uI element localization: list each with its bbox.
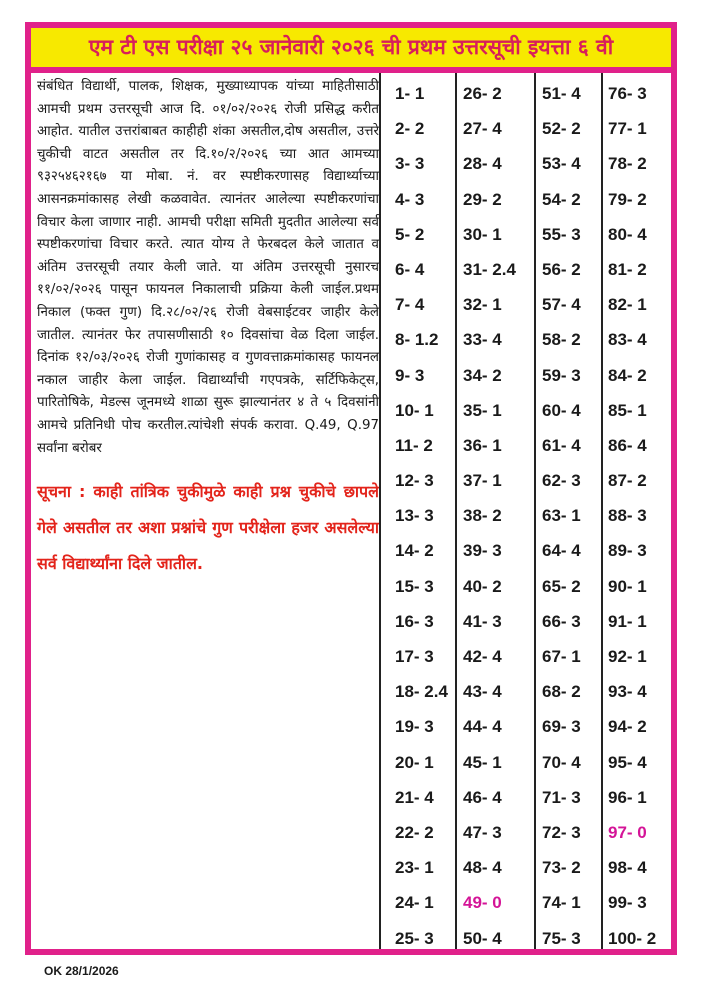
answer-cell: 90- 1 — [608, 576, 647, 596]
answer-cell: 40- 2 — [463, 576, 502, 596]
answer-cell: 2- 2 — [395, 119, 425, 139]
footer-stamp: OK 28/1/2026 — [44, 964, 119, 978]
answer-cell: 49- 0 — [463, 893, 502, 913]
answer-cell: 46- 4 — [463, 787, 502, 807]
answer-cell: 50- 4 — [463, 928, 502, 948]
answer-cell: 13- 3 — [395, 506, 434, 526]
answer-cell: 69- 3 — [542, 717, 581, 737]
answer-column-1 — [395, 76, 448, 956]
answer-cell: 67- 1 — [542, 647, 581, 666]
answer-cell: 37- 1 — [463, 471, 502, 491]
answer-cell: 43- 4 — [463, 682, 502, 702]
answer-cell: 14- 2 — [395, 541, 434, 561]
answer-cell: 10- 1 — [395, 400, 434, 420]
answer-cell: 45- 1 — [463, 752, 502, 772]
answer-cell: 64- 4 — [542, 541, 581, 561]
answer-cell: 5- 2 — [395, 224, 425, 244]
answer-cell: 59- 3 — [542, 365, 581, 385]
answer-cell: 25- 3 — [395, 928, 434, 948]
answer-cell: 51- 4 — [542, 84, 581, 103]
answer-cell: 83- 4 — [608, 330, 647, 350]
answer-cell: 29- 2 — [463, 189, 502, 209]
answer-cell: 62- 3 — [542, 471, 581, 491]
answer-cell: 88- 3 — [608, 506, 647, 526]
answer-cell: 92- 1 — [608, 647, 647, 666]
answer-cell: 4- 3 — [395, 189, 425, 209]
answer-cell: 55- 3 — [542, 224, 581, 244]
answer-column-2 — [463, 76, 516, 956]
answer-cell: 30- 1 — [463, 224, 502, 244]
answer-cell: 97- 0 — [608, 822, 647, 842]
answer-cell: 76- 3 — [608, 84, 647, 103]
answer-cell: 11- 2 — [395, 435, 433, 455]
answer-cell: 58- 2 — [542, 330, 581, 350]
answer-cell: 96- 1 — [608, 787, 647, 807]
answer-cell: 89- 3 — [608, 541, 647, 561]
answer-key-frame — [25, 22, 677, 955]
column-divider — [455, 73, 457, 949]
answer-cell: 24- 1 — [395, 893, 434, 913]
answer-cell: 54- 2 — [542, 189, 581, 209]
answer-cell: 48- 4 — [463, 858, 502, 878]
answer-cell: 75- 3 — [542, 928, 581, 948]
answer-cell: 56- 2 — [542, 259, 581, 279]
page-title: एम टी एस परीक्षा २५ जानेवारी २०२६ ची प्रथम उत्तरसूची इयत्ता ६ वी — [31, 28, 671, 73]
answer-cell: 94- 2 — [608, 717, 647, 737]
answer-cell: 99- 3 — [608, 893, 647, 913]
answer-cell: 86- 4 — [608, 435, 647, 455]
answer-cell: 70- 4 — [542, 752, 581, 772]
answer-cell: 95- 4 — [608, 752, 647, 772]
answer-cell: 74- 1 — [542, 893, 581, 913]
answer-cell: 8- 1.2 — [395, 330, 439, 350]
answer-cell: 98- 4 — [608, 858, 647, 878]
notice-text: सूचना : काही तांत्रिक चुकीमुळे काही प्रश्न चुकीचे छापले गेले असतील तर अशा प्रश्नांचे गुण परीक्षेला हजर असलेल्या सर्व विद्यार्थ्यांना दिले जातील. — [37, 482, 379, 574]
answer-cell: 52- 2 — [542, 119, 581, 139]
answer-cell: 9- 3 — [395, 365, 425, 385]
column-divider — [534, 73, 536, 949]
answer-cell: 68- 2 — [542, 682, 581, 702]
instructions-panel — [37, 76, 379, 582]
answer-cell: 33- 4 — [463, 330, 502, 350]
answer-cell: 41- 3 — [463, 611, 502, 631]
answer-cell: 20- 1 — [395, 752, 434, 772]
answer-cell: 79- 2 — [608, 189, 647, 209]
answer-cell: 19- 3 — [395, 717, 434, 737]
answer-cell: 3- 3 — [395, 154, 425, 174]
answer-cell: 63- 1 — [542, 506, 581, 526]
answer-cell: 32- 1 — [463, 295, 502, 315]
answer-cell: 1- 1 — [395, 84, 425, 103]
answer-column-4 — [608, 76, 656, 956]
answer-cell: 15- 3 — [395, 576, 434, 596]
answer-cell: 7- 4 — [395, 295, 425, 315]
answer-cell: 80- 4 — [608, 224, 647, 244]
answer-cell: 82- 1 — [608, 295, 647, 315]
answer-cell: 17- 3 — [395, 647, 434, 666]
answer-cell: 6- 4 — [395, 259, 425, 279]
answer-cell: 34- 2 — [463, 365, 502, 385]
column-divider — [379, 73, 381, 949]
answer-cell: 47- 3 — [463, 822, 502, 842]
answer-cell: 100- 2 — [608, 928, 657, 948]
answer-cell: 84- 2 — [608, 365, 647, 385]
answer-cell: 71- 3 — [542, 787, 581, 807]
answer-cell: 53- 4 — [542, 154, 581, 174]
answer-cell: 85- 1 — [608, 400, 647, 420]
answer-cell: 27- 4 — [463, 119, 502, 139]
answer-cell: 44- 4 — [463, 717, 502, 737]
instructions-paragraph: संबंधित विद्यार्थी, पालक, शिक्षक, मुख्याध्यापक यांच्या माहितीसाठी आमची प्रथम उत्तरसूची आज दि. ०१/०२/२०२६ रोजी प्रसिद्ध करीत आहोत. यातील उत्तरांबाबत काहीही शंका असतील,दोष असतील, उत्तरे चुकीची वाटत असतील तर दि.१०/२/२०२६ च्या आत आमच्या ९३२५४६२१६७ या मोबा. नं. वर स्पष्टीकरणासह विद्यार्थ्याच्या आसनक्रमांकासह लेखी कळवावेत. त्यानंतर आलेल्या स्पष्टीकरणांचा विचार केला जाणार नाही. आमची परीक्षा समिती मुदतीत आलेल्या सर्व स्पष्टीकरणांचा विचार करते. त्यात योग्य ते फेरबदल केले जातात व अंतिम उत्तरसूची तयार केली जाते. या अंतिम उत्तरसूची नुसारच ११/०२/२०२६ पासून फायनल निकालाची प्रक्रिया केली जाईल.प्रथम निकाल (फक्त गुण) दि.२८/०२/२६ रोजी वेबसाईटवर जाहीर केले जातील. त्यानंतर फेर तपासणीसाठी १० दिवसांचा वेळ दिला जाईल. दिनांक १२/०३/२०२६ रोजी गुणांकासह व गुणवत्ताक्रमांकासह फायनल नकाल जाहीर केला जाईल. विद्यार्थ्यांची गएपत्रके, सर्टिफिकेट्स, पारितोषिके, मेडल्स जूनमध्ये शाळा सुरू झाल्यानंतर ४ ते ५ दिवसांनी आमचे प्रतिनिधी पोच करतील.त्यांचेशी संपर्क करावा. Q.49, Q.97 सर्वांना बरोबर — [37, 79, 379, 456]
answer-cell: 73- 2 — [542, 858, 581, 878]
answer-cell: 60- 4 — [542, 400, 581, 420]
answer-cell: 91- 1 — [608, 611, 647, 631]
answer-cell: 66- 3 — [542, 611, 581, 631]
answer-cell: 77- 1 — [608, 119, 647, 139]
answer-cell: 36- 1 — [463, 435, 502, 455]
answer-cell: 26- 2 — [463, 84, 502, 103]
answer-cell: 87- 2 — [608, 471, 647, 491]
answer-cell: 61- 4 — [542, 435, 581, 455]
answer-cell: 93- 4 — [608, 682, 647, 702]
answer-cell: 65- 2 — [542, 576, 581, 596]
answer-cell: 31- 2.4 — [463, 259, 516, 279]
answer-cell: 23- 1 — [395, 858, 434, 878]
column-divider — [601, 73, 603, 949]
answer-cell: 38- 2 — [463, 506, 502, 526]
answer-cell: 78- 2 — [608, 154, 647, 174]
answer-column-3 — [542, 76, 581, 956]
answer-cell: 12- 3 — [395, 471, 434, 491]
answer-cell: 16- 3 — [395, 611, 434, 631]
answer-cell: 22- 2 — [395, 822, 434, 842]
answer-cell: 28- 4 — [463, 154, 502, 174]
answer-cell: 21- 4 — [395, 787, 434, 807]
answer-cell: 42- 4 — [463, 647, 502, 666]
answer-cell: 72- 3 — [542, 822, 581, 842]
answer-cell: 57- 4 — [542, 295, 581, 315]
answer-cell: 81- 2 — [608, 259, 647, 279]
answer-cell: 35- 1 — [463, 400, 502, 420]
answer-cell: 39- 3 — [463, 541, 502, 561]
answer-cell: 18- 2.4 — [395, 682, 448, 702]
